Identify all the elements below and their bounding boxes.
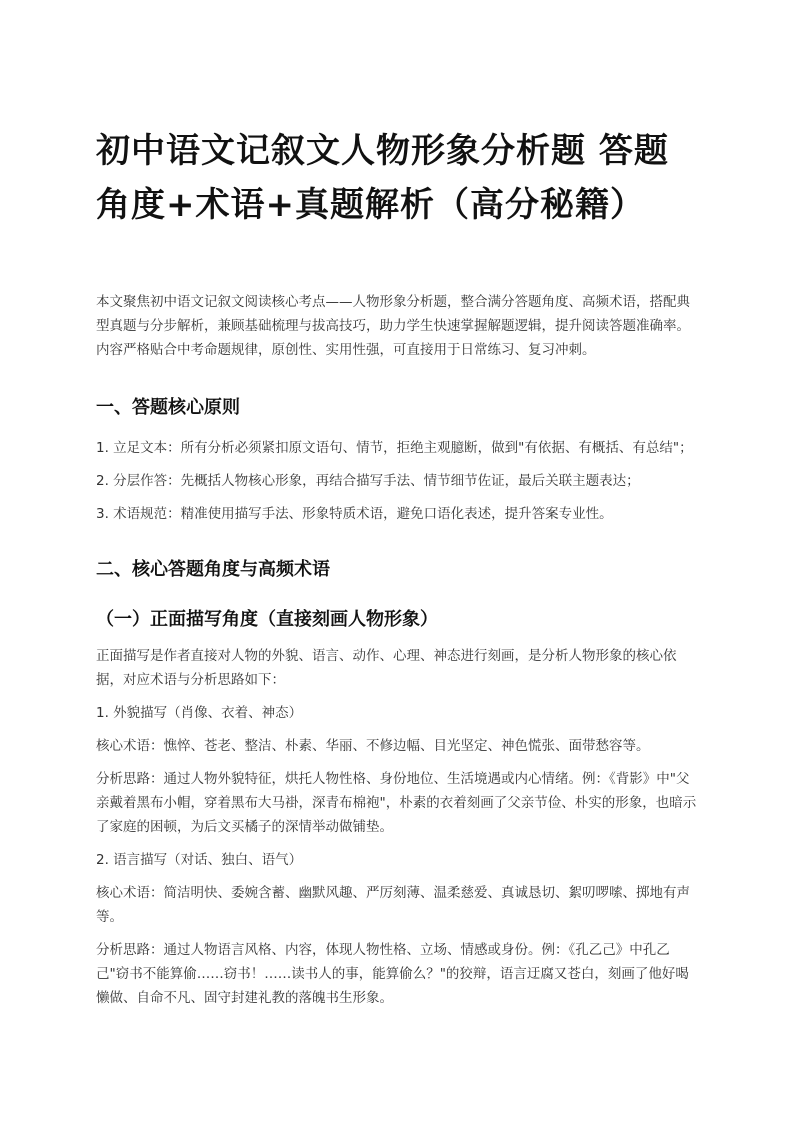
- intro-paragraph: 本文聚焦初中语文记叙文阅读核心考点——人物形象分析题，整合满分答题角度、高频术语，搭配典型真题与分步解析，兼顾基础梳理与拔高技巧，助力学生快速掌握解题逻辑，提升阅读答题准确率。内容严格贴合中考命题规律，原创性、实用性强，可直接用于日常练习、复习冲刺。: [96, 294, 690, 358]
- document-page: [96, 124, 700, 1019]
- list-item-heading: 1. 外貌描写（肖像、衣着、神态）: [96, 705, 303, 721]
- principle-item: 3. 术语规范：精准使用描写手法、形象特质术语，避免口语化表述，提升答案专业性。: [96, 506, 613, 522]
- body-paragraph: 核心术语：憔悴、苍老、整洁、朴素、华丽、不修边幅、目光坚定、神色慌张、面带愁容等。: [96, 738, 650, 754]
- section-heading-principles: 一、答题核心原则: [96, 397, 240, 418]
- section-heading-angles: 二、核心答题角度与高频术语: [96, 559, 330, 580]
- list-item-heading: 2. 语言描写（对话、独白、语气）: [96, 852, 303, 868]
- body-paragraph: 核心术语：简洁明快、委婉含蓄、幽默风趣、严厉刻薄、温柔慈爱、真诚恳切、絮叨啰嗦、掷地有声等。: [96, 885, 690, 925]
- document-title: 初中语文记叙文人物形象分析题 答题角度+术语+真题解析（高分秘籍）: [96, 131, 669, 225]
- body-paragraph: 正面描写是作者直接对人物的外貌、语言、动作、心理、神态进行刻画，是分析人物形象的核心依据，对应术语与分析思路如下：: [96, 648, 677, 688]
- principle-item: 1. 立足文本：所有分析必须紧扣原文语句、情节，拒绝主观臆断，做到"有依据、有概括、有总结"；: [96, 440, 693, 456]
- subsection-heading-direct-description: （一）正面描写角度（直接刻画人物形象）: [96, 609, 438, 630]
- body-paragraph: 分析思路：通过人物外貌特征，烘托人物性格、身份地位、生活境遇或内心情绪。例：《背影》中"父亲戴着黑布小帽，穿着黑布大马褂，深青布棉袍"，朴素的衣着刻画了父亲节俭、朴实的形象，也暗示了家庭的困顿，为后文买橘子的深情举动做铺垫。: [96, 771, 697, 835]
- principle-item: 2. 分层作答：先概括人物核心形象，再结合描写手法、情节细节佐证，最后关联主题表达；: [96, 473, 640, 489]
- body-paragraph: 分析思路：通过人物语言风格、内容，体现人物性格、立场、情感或身份。例：《孔乙己》中孔乙己"窃书不能算偷……窃书！……读书人的事，能算偷么？"的狡辩，语言迂腐又苍白，刻画了他好喝懒做、自命不凡、固守封建礼教的落魄书生形象。: [96, 942, 689, 1006]
